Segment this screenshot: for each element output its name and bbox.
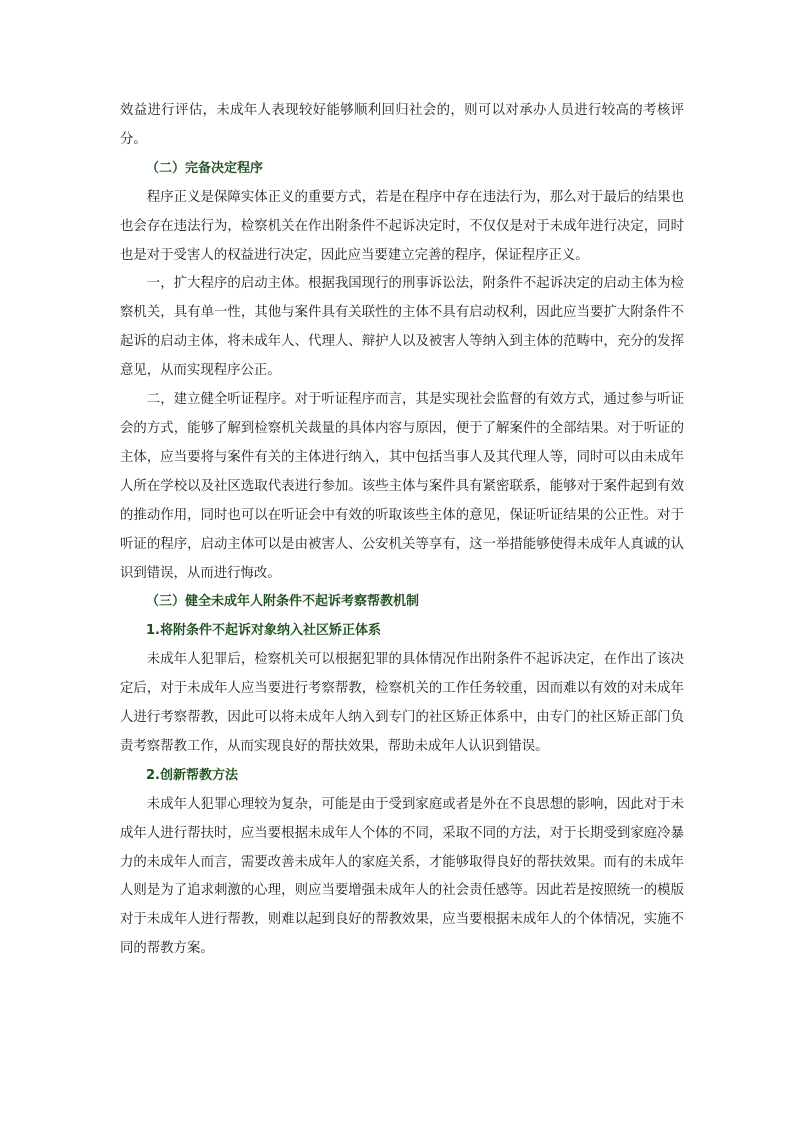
subsection-heading-1: 1.将附条件不起诉对象纳入社区矫正体系 — [146, 623, 381, 639]
paragraph-procedural-justice: 程序正义是保障实体正义的重要方式，若是在程序中存在违法行为，那么对于最后的结果也也会存在违法行为，检察机关在作出附条件不起诉决定时，不仅仅是对于未成年进行决定，同时也是对于受害人的权益进行决定，因此应当要建立完善的程序，保证程序正义。 — [120, 189, 684, 263]
subsection-heading-2: 2.创新帮教方法 — [146, 767, 238, 783]
section-heading-3: （三）健全未成年人附条件不起诉考察帮教机制 — [146, 594, 420, 610]
section-heading-2: （二）完备决定程序 — [146, 160, 264, 176]
paragraph-innovative-methods: 未成年人犯罪心理较为复杂，可能是由于受到家庭或者是外在不良思想的影响，因此对于未成年人进行帮扶时，应当要根据未成年人个体的不同，采取不同的方法，对于长期受到家庭冷暴力的未成年人而言，需要改善未成年人的家庭关系，才能够取得良好的帮扶效果。而有的未成年人则是为了追求刺激的心理，则应当要增强未成年人的社会责任感等。因此若是按照统一的模版对于未成年人进行帮教，则难以起到良好的帮教效果，应当要根据未成年人的个体情况，实施不同的帮教方案。 — [120, 796, 684, 957]
paragraph-continuation: 效益进行评估，未成年人表现较好能够顺利回归社会的，则可以对承办人员进行较高的考核评分。 — [120, 103, 684, 147]
paragraph-hearing-procedure: 二，建立健全听证程序。对于听证程序而言，其是实现社会监督的有效方式，通过参与听证会的方式，能够了解到检察机关裁量的具体内容与原因，便于了解案件的全部结果。对于听证的主体，应当要将与案件有关的主体进行纳入，其中包括当事人及其代理人等，同时可以由未成年人所在学校以及社区选取代表进行参加。该些主体与案件具有紧密联系，能够对于案件起到有效的推动作用，同时也可以在听证会中有效的听取该些主体的意见，保证听证结果的公正性。对于听证的程序，启动主体可以是由被害人、公安机关等享有，这一举措能够使得未成年人真诚的认识到错误，从而进行悔改。 — [120, 392, 684, 581]
document-body — [120, 97, 684, 964]
paragraph-expand-initiators: 一，扩大程序的启动主体。根据我国现行的刑事诉讼法，附条件不起诉决定的启动主体为检察机关，具有单一性，其他与案件具有关联性的主体不具有启动权利，因此应当要扩大附条件不起诉的启动主体，将未成年人、代理人、辩护人以及被害人等纳入到主体的范畴中，充分的发挥意见，从而实现程序公正。 — [120, 276, 684, 379]
paragraph-community-correction: 未成年人犯罪后，检察机关可以根据犯罪的具体情况作出附条件不起诉决定，在作出了该决定后，对于未成年人应当要进行考察帮教，检察机关的工作任务较重，因而难以有效的对未成年人进行考察帮教，因此可以将未成年人纳入到专门的社区矫正体系中，由专门的社区矫正部门负责考察帮教工作，从而实现良好的帮扶效果，帮助未成年人认识到错误。 — [120, 652, 684, 754]
